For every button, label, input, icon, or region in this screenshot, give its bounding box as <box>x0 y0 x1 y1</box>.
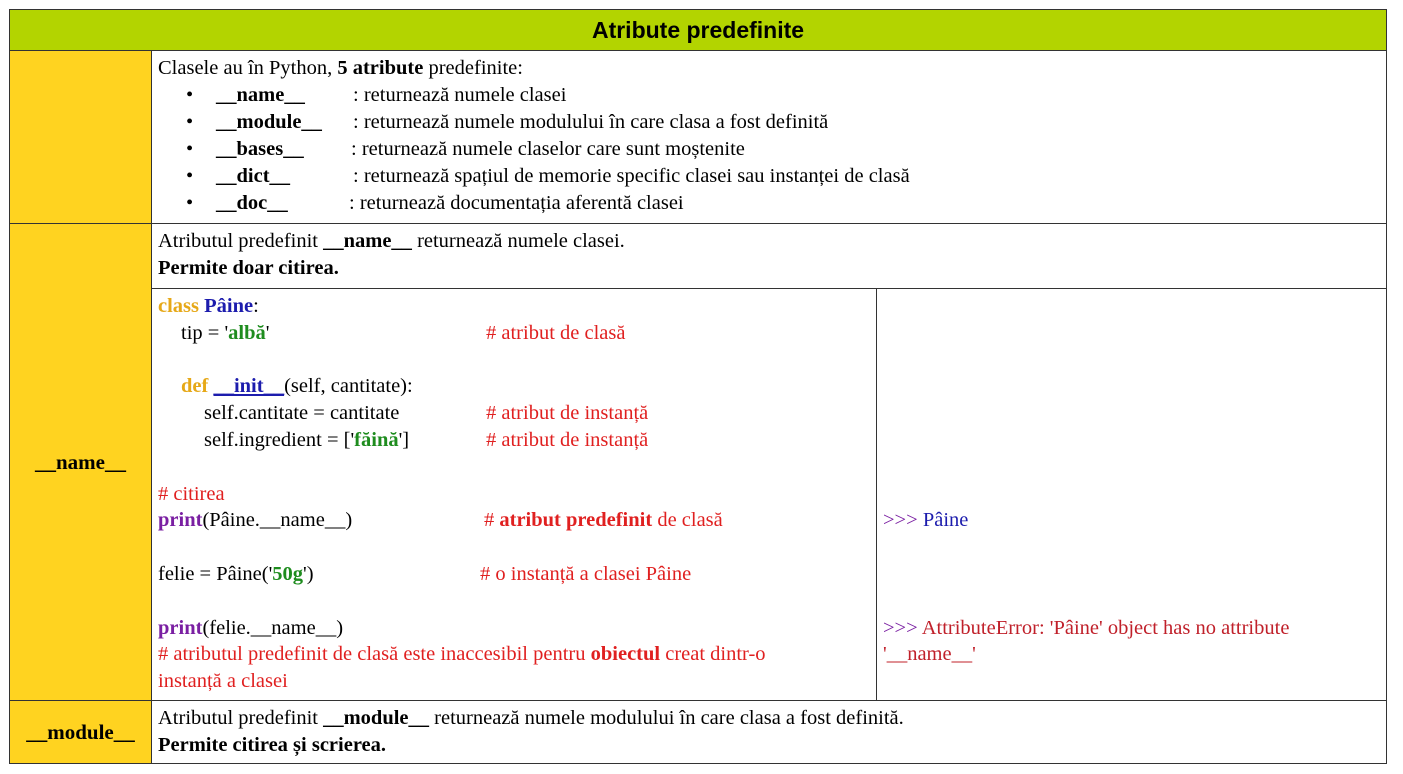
name-permission: Permite doar citirea. <box>158 257 339 279</box>
name-description: Atributul predefinit __name__ returnează numele clasei. Permite doar citirea. <box>152 224 1387 289</box>
name-label: __name__ <box>10 224 152 701</box>
module-permission: Permite citirea și scrierea. <box>158 734 387 756</box>
intro-side-cell <box>10 51 152 224</box>
module-label: __module__ <box>10 701 152 764</box>
output-line-2: >>> AttributeError: 'Pâine' object has no attribute <box>883 616 1290 639</box>
module-description: Atributul predefinit __module__ returnează numele modulului în care clasa a fost definită. Permite citirea și scrierea. <box>152 701 1387 764</box>
output-cell: >>> Pâine >>> AttributeError: 'Pâine' object has no attribute '__name__' <box>877 289 1387 701</box>
list-item: • __dict__ : returnează spațiul de memorie specific clasei sau instanței de clasă <box>186 163 1380 190</box>
intro-cell <box>152 51 1387 224</box>
attributes-table <box>9 9 1387 764</box>
list-item: • __name__ : returnează numele clasei <box>186 82 1380 109</box>
intro-text: Clasele au în Python, 5 atribute predefinite: <box>158 57 523 79</box>
code-cell: class Pâine: tip = 'albă' # atribut de clasă def __init__(self, cantitate): self.cantitate = cantitate # atribut de instanță self.ingredient = ['făină'] # atribut de instanță # citirea print(Pâine.__name__) # atribut predefinit de clasă felie = Pâine('50g') # o instanță a clasei Pâine print(felie.__name__) # atributul predefinit de clasă este inaccesibil pentru obiectul creat dintr-o instanță a clasei <box>152 289 877 701</box>
list-item: • __module__ : returnează numele modulului în care clasa a fost definită <box>186 109 1380 136</box>
list-item: • __doc__ : returnează documentația aferentă clasei <box>186 190 1380 217</box>
list-item: • __bases__ : returnează numele claselor care sunt moștenite <box>186 136 1380 163</box>
attribute-list <box>158 82 1380 217</box>
table-title: Atribute predefinite <box>10 10 1387 51</box>
output-line-1: >>> Pâine <box>883 509 969 532</box>
